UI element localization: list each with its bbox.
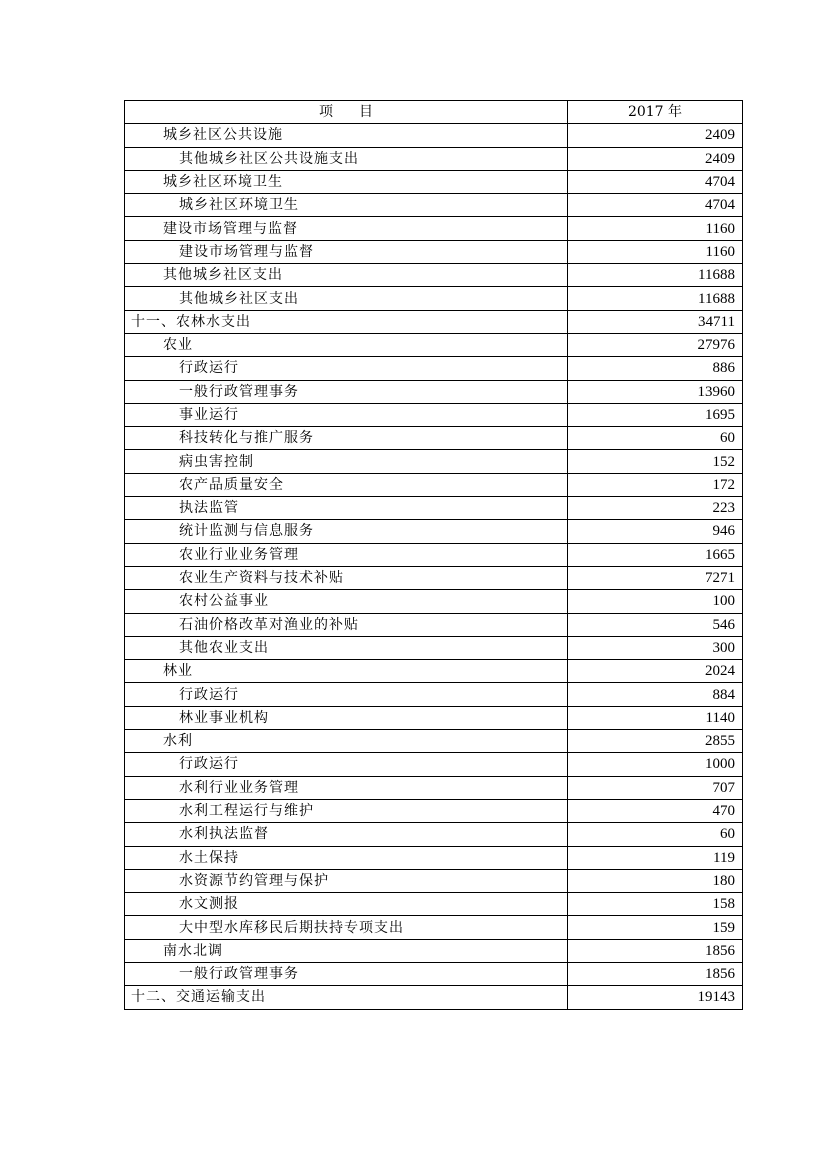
row-item-name: 城乡社区环境卫生 [125, 170, 568, 193]
header-item [125, 101, 568, 124]
header-row [125, 101, 743, 124]
row-item-name: 农产品质量安全 [125, 473, 568, 496]
header-item-char-1: 项 [319, 104, 333, 121]
row-item-name: 石油价格改革对渔业的补贴 [125, 613, 568, 636]
row-item-name: 其他城乡社区公共设施支出 [125, 147, 568, 170]
row-value: 886 [568, 357, 743, 380]
table-row [125, 380, 743, 403]
row-value: 11688 [568, 264, 743, 287]
row-item-name: 行政运行 [125, 753, 568, 776]
row-value: 2409 [568, 124, 743, 147]
table-header [125, 101, 743, 124]
row-item-name: 林业事业机构 [125, 706, 568, 729]
table-row [125, 520, 743, 543]
table-row [125, 333, 743, 356]
row-value: 4704 [568, 170, 743, 193]
row-value: 158 [568, 893, 743, 916]
row-value: 300 [568, 636, 743, 659]
row-value: 60 [568, 823, 743, 846]
row-item-name: 执法监管 [125, 497, 568, 520]
table-row [125, 613, 743, 636]
table-row [125, 660, 743, 683]
row-item-name: 水利执法监督 [125, 823, 568, 846]
row-value: 180 [568, 869, 743, 892]
row-item-name: 事业运行 [125, 403, 568, 426]
table-row [125, 310, 743, 333]
row-value: 546 [568, 613, 743, 636]
table-row [125, 753, 743, 776]
row-item-name: 农村公益事业 [125, 590, 568, 613]
row-item-name: 其他城乡社区支出 [125, 287, 568, 310]
row-item-name: 林业 [125, 660, 568, 683]
row-item-name: 城乡社区环境卫生 [125, 194, 568, 217]
row-value: 1856 [568, 939, 743, 962]
row-value: 2855 [568, 730, 743, 753]
row-value: 470 [568, 799, 743, 822]
row-item-name: 城乡社区公共设施 [125, 124, 568, 147]
table-row [125, 147, 743, 170]
table-row [125, 287, 743, 310]
row-value: 2409 [568, 147, 743, 170]
table-row [125, 893, 743, 916]
table-row [125, 566, 743, 589]
table-row [125, 916, 743, 939]
row-value: 119 [568, 846, 743, 869]
table-row [125, 427, 743, 450]
table-row [125, 497, 743, 520]
row-value: 1000 [568, 753, 743, 776]
row-value: 13960 [568, 380, 743, 403]
row-value: 1160 [568, 240, 743, 263]
table-row [125, 124, 743, 147]
table-row [125, 403, 743, 426]
table-row [125, 962, 743, 985]
row-value: 2024 [568, 660, 743, 683]
row-value: 1160 [568, 217, 743, 240]
table-row [125, 730, 743, 753]
row-value: 884 [568, 683, 743, 706]
row-value: 1856 [568, 962, 743, 985]
table-row [125, 986, 743, 1009]
table-row [125, 683, 743, 706]
row-item-name: 建设市场管理与监督 [125, 240, 568, 263]
row-value: 19143 [568, 986, 743, 1009]
table-row [125, 590, 743, 613]
row-item-name: 一般行政管理事务 [125, 962, 568, 985]
table-row [125, 823, 743, 846]
budget-table [124, 100, 743, 1010]
row-item-name: 行政运行 [125, 357, 568, 380]
table-row [125, 240, 743, 263]
table-row [125, 776, 743, 799]
row-item-name: 水利 [125, 730, 568, 753]
row-item-name: 农业 [125, 333, 568, 356]
row-value: 1140 [568, 706, 743, 729]
table-row [125, 636, 743, 659]
row-item-name: 十二、交通运输支出 [125, 986, 568, 1009]
table-body [125, 124, 743, 1009]
table-row [125, 799, 743, 822]
row-item-name: 水利工程运行与维护 [125, 799, 568, 822]
table-row [125, 170, 743, 193]
table-row [125, 357, 743, 380]
table-row [125, 543, 743, 566]
row-item-name: 统计监测与信息服务 [125, 520, 568, 543]
table-row [125, 450, 743, 473]
row-value: 100 [568, 590, 743, 613]
row-item-name: 一般行政管理事务 [125, 380, 568, 403]
header-year: 2017 年 [568, 101, 743, 124]
table-row [125, 473, 743, 496]
row-value: 946 [568, 520, 743, 543]
row-value: 223 [568, 497, 743, 520]
row-value: 1665 [568, 543, 743, 566]
row-value: 707 [568, 776, 743, 799]
row-value: 27976 [568, 333, 743, 356]
row-item-name: 大中型水库移民后期扶持专项支出 [125, 916, 568, 939]
row-item-name: 水利行业业务管理 [125, 776, 568, 799]
row-item-name: 建设市场管理与监督 [125, 217, 568, 240]
table-row [125, 706, 743, 729]
row-value: 172 [568, 473, 743, 496]
row-item-name: 南水北调 [125, 939, 568, 962]
row-value: 1695 [568, 403, 743, 426]
row-item-name: 其他城乡社区支出 [125, 264, 568, 287]
row-item-name: 科技转化与推广服务 [125, 427, 568, 450]
row-item-name: 行政运行 [125, 683, 568, 706]
table-row [125, 194, 743, 217]
table-row [125, 869, 743, 892]
row-item-name: 水土保持 [125, 846, 568, 869]
row-value: 7271 [568, 566, 743, 589]
row-value: 4704 [568, 194, 743, 217]
table-row [125, 217, 743, 240]
header-item-char-2: 目 [359, 104, 373, 121]
row-item-name: 其他农业支出 [125, 636, 568, 659]
table-row [125, 846, 743, 869]
row-value: 34711 [568, 310, 743, 333]
row-value: 152 [568, 450, 743, 473]
row-value: 11688 [568, 287, 743, 310]
row-item-name: 病虫害控制 [125, 450, 568, 473]
row-item-name: 农业生产资料与技术补贴 [125, 566, 568, 589]
table-row [125, 939, 743, 962]
row-item-name: 水文测报 [125, 893, 568, 916]
row-value: 60 [568, 427, 743, 450]
row-value: 159 [568, 916, 743, 939]
row-item-name: 农业行业业务管理 [125, 543, 568, 566]
row-item-name: 十一、农林水支出 [125, 310, 568, 333]
table-row [125, 264, 743, 287]
row-item-name: 水资源节约管理与保护 [125, 869, 568, 892]
